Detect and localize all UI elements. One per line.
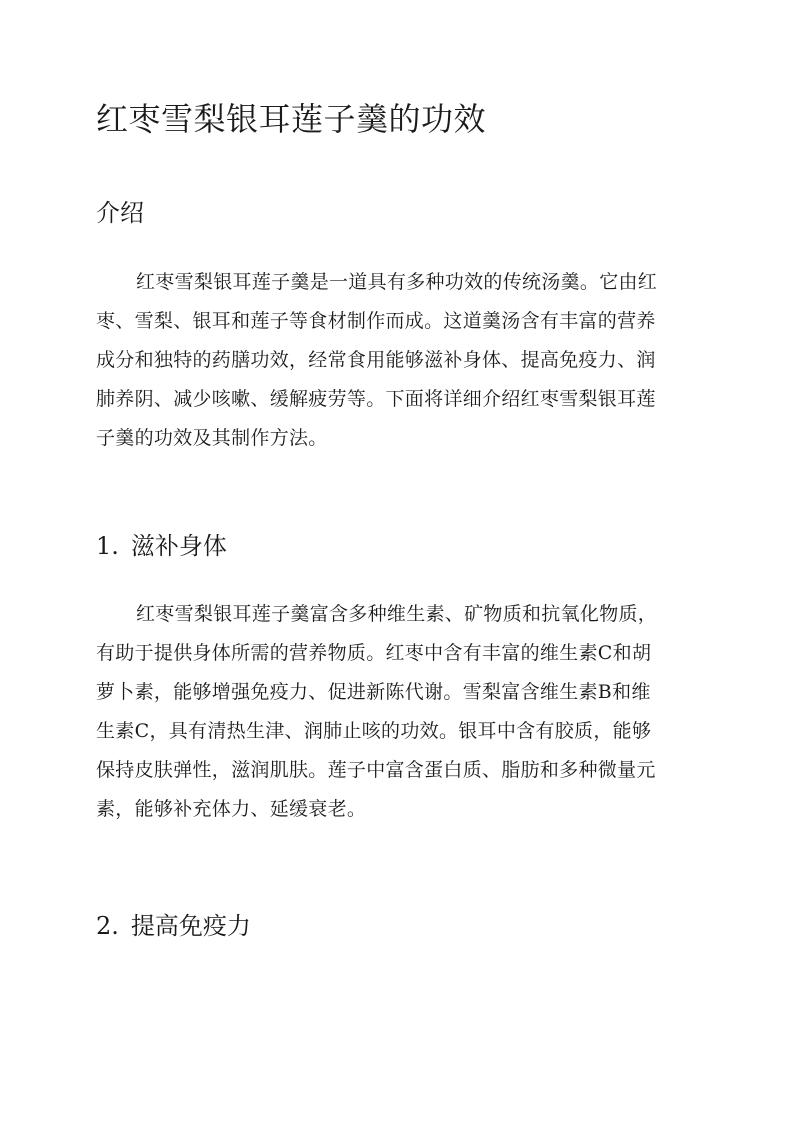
paragraph-line: 红枣雪梨银耳莲子羹富含多种维生素、矿物质和抗氧化物质， — [136, 603, 658, 625]
paragraph-line: 萝卜素，能够增强免疫力、促进新陈代谢。雪梨富含维生素B和维 — [96, 681, 651, 703]
section-number: 2. — [96, 912, 119, 940]
section-heading-text: 介绍 — [96, 199, 144, 227]
paragraph-line: 素，能够补充体力、延缓衰老。 — [96, 798, 367, 820]
paragraph-line: 保持皮肤弹性，滋润肌肤。莲子中富含蛋白质、脂肪和多种微量元 — [96, 759, 656, 781]
paragraph-line: 子羹的功效及其制作方法。 — [96, 427, 328, 449]
section-heading-1 — [96, 528, 227, 564]
intro-paragraph — [96, 263, 657, 458]
paragraph-line: 有助于提供身体所需的营养物质。红枣中含有丰富的维生素C和胡 — [96, 642, 652, 664]
paragraph-line: 生素C，具有清热生津、润肺止咳的功效。银耳中含有胶质，能够 — [96, 720, 652, 742]
paragraph-line: 红枣雪梨银耳莲子羹是一道具有多种功效的传统汤羹。它由红 — [136, 271, 658, 293]
section-number: 1. — [96, 532, 119, 560]
section-heading-2 — [96, 908, 251, 944]
section-heading-text: 滋补身体 — [130, 532, 227, 560]
section-heading-intro — [96, 195, 144, 231]
paragraph-line: 枣、雪梨、银耳和莲子等食材制作而成。这道羹汤含有丰富的营养 — [96, 310, 656, 332]
document-title: 红枣雪梨银耳莲子羹的功效 — [96, 100, 487, 138]
paragraph-line: 肺养阴、减少咳嗽、缓解疲劳等。下面将详细介绍红枣雪梨银耳莲 — [96, 388, 656, 410]
paragraph-line: 成分和独特的药膳功效，经常食用能够滋补身体、提高免疫力、润 — [96, 349, 656, 371]
section-1-paragraph — [96, 595, 657, 829]
section-heading-text: 提高免疫力 — [130, 912, 251, 940]
